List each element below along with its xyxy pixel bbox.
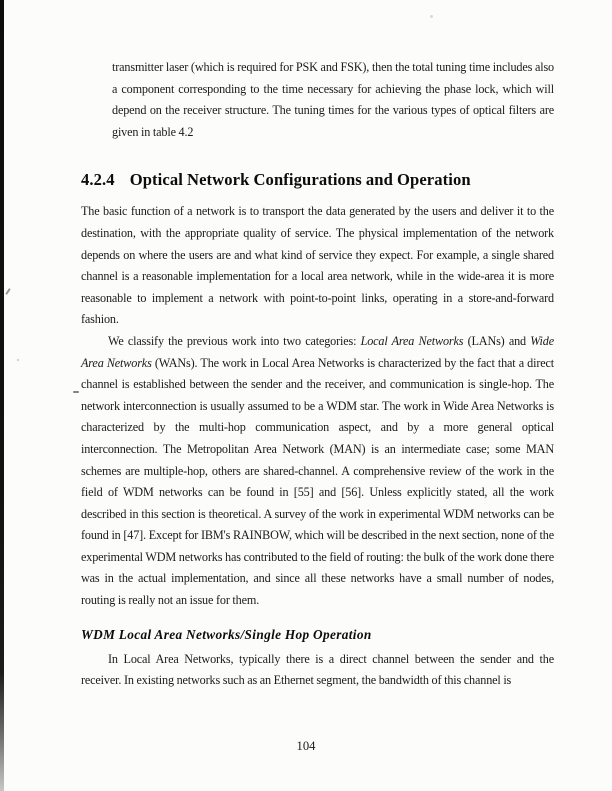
page-content <box>81 57 554 692</box>
section-title: Optical Network Configurations and Operation <box>129 170 471 190</box>
scan-edge-artifact <box>0 0 4 791</box>
paragraph-network-function: The basic function of a network is to transport the data generated by the users and deliver it to the destination, with the appropriate quality of service. The physical implementation of the network depends on where the users are and what kind of service they expect. For example, a single shared channel is a reasonable implementation for a local area network, while in the wide-area it is more reasonable to implement a network with point-to-point links, operating in a store-and-forward fashion. <box>81 204 554 327</box>
paragraph-lan-single-hop: In Local Area Networks, typically there is a direct channel between the sender and the receiver. In existing networks such as an Ethernet segment, the bandwidth of this channel is <box>81 651 554 688</box>
continuation-paragraph: transmitter laser (which is required for PSK and FSK), then the total tuning time includes also a component corresponding to the time necessary for achieving the phase lock, which will depend on the receiver structure. The tuning times for the various types of optical filters are given in table 4.2 <box>112 60 554 139</box>
page-number: 104 <box>296 739 316 753</box>
ink-speck <box>5 288 11 295</box>
subsection-heading: WDM Local Area Networks/Single Hop Operation <box>81 626 372 642</box>
ink-speck <box>430 15 433 18</box>
section-heading <box>81 170 554 190</box>
ink-speck <box>17 359 19 361</box>
paragraph-work-classification: We classify the previous work into two categories: Local Area Networks (LANs) and Wide Area Networks (WANs). The work in Local Area Networks is characterized by the fact that a direct channel is established between the sender and the receiver, and communication is single-hop. The network interconnection is usually assumed to be a WDM star. The work in Wide Area Networks is characterized by the multi-hop communication aspect, and by a more general optical interconnection. The Metropolitan Area Network (MAN) is an intermediate case; some MAN schemes are multiple-hop, others are shared-channel. A comprehensive review of the work in the field of WDM networks can be found in [55] and [56]. Unless explicitly stated, all the work described in this section is theoretical. A survey of the work in experimental WDM networks can be found in [47]. Except for IBM's RAINBOW, which will be described in the next section, none of the experimental WDM networks has contributed to the field of routing: the bulk of the work done there was in the actual implementation, and since all these networks have a small number of nodes, routing is really not an issue for them. <box>81 333 554 608</box>
section-number: 4.2.4 <box>81 170 115 190</box>
ink-speck <box>73 391 79 393</box>
